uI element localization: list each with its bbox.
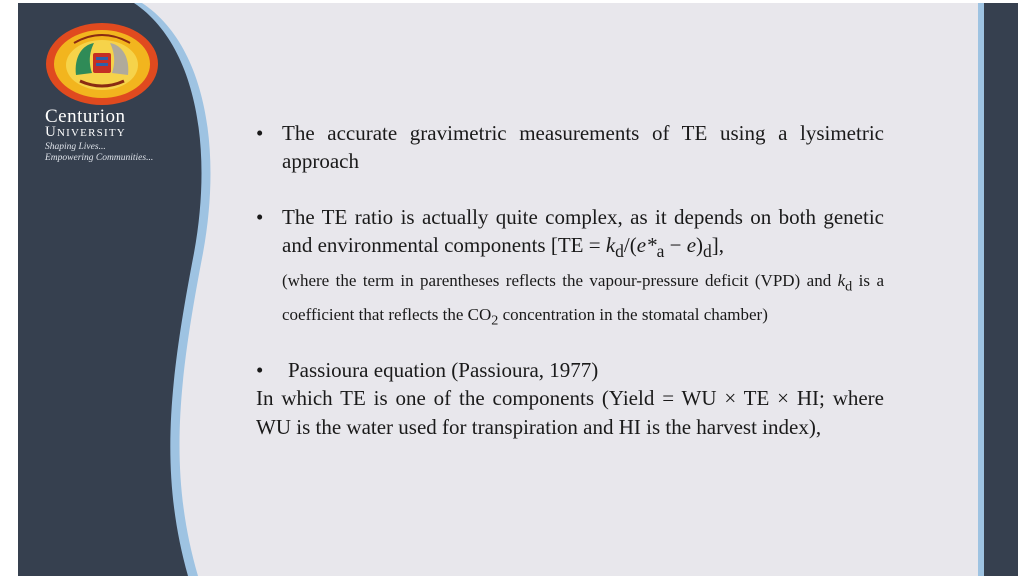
brand-tagline: Shaping Lives... bbox=[45, 142, 106, 152]
bullet-3 bbox=[256, 356, 884, 384]
bullet-marker: • bbox=[256, 205, 264, 229]
equation-paragraph: In which TE is one of the components (Yield = WU × TE × HI; where WU is the water used for transpiration and HI is the harvest index), bbox=[256, 385, 884, 439]
bullet-2 bbox=[256, 203, 884, 332]
bullet-marker: • bbox=[256, 357, 264, 382]
brand-subtitle: University bbox=[45, 124, 126, 140]
brand-tagline-2: Empowering Communities... bbox=[45, 153, 154, 163]
bullet-1-text: The accurate gravimetric measurements of TE using a lysimetric approach bbox=[282, 121, 884, 173]
bullet-marker: • bbox=[256, 121, 264, 145]
right-dark-band bbox=[984, 3, 1018, 576]
bullet-2-note: (where the term in parentheses reflects the vapour-pressure deficit (VPD) and $k_d$ is a coefficient that reflects the $CO_2$ concentration in the stomatal chamber) bbox=[282, 271, 884, 328]
brand-name: Centurion bbox=[45, 106, 126, 127]
university-seal-icon bbox=[44, 21, 160, 107]
slide-content bbox=[256, 119, 884, 442]
bullet-1 bbox=[256, 119, 884, 175]
bullet-2-text: The TE ratio is actually quite complex, as it depends on both genetic and environmental components $[TE = k_d/(e*_a - e)_d]$, bbox=[282, 205, 884, 262]
slide bbox=[18, 3, 1018, 576]
bullet-3-text: Passioura equation (Passioura, 1977) bbox=[288, 357, 599, 382]
